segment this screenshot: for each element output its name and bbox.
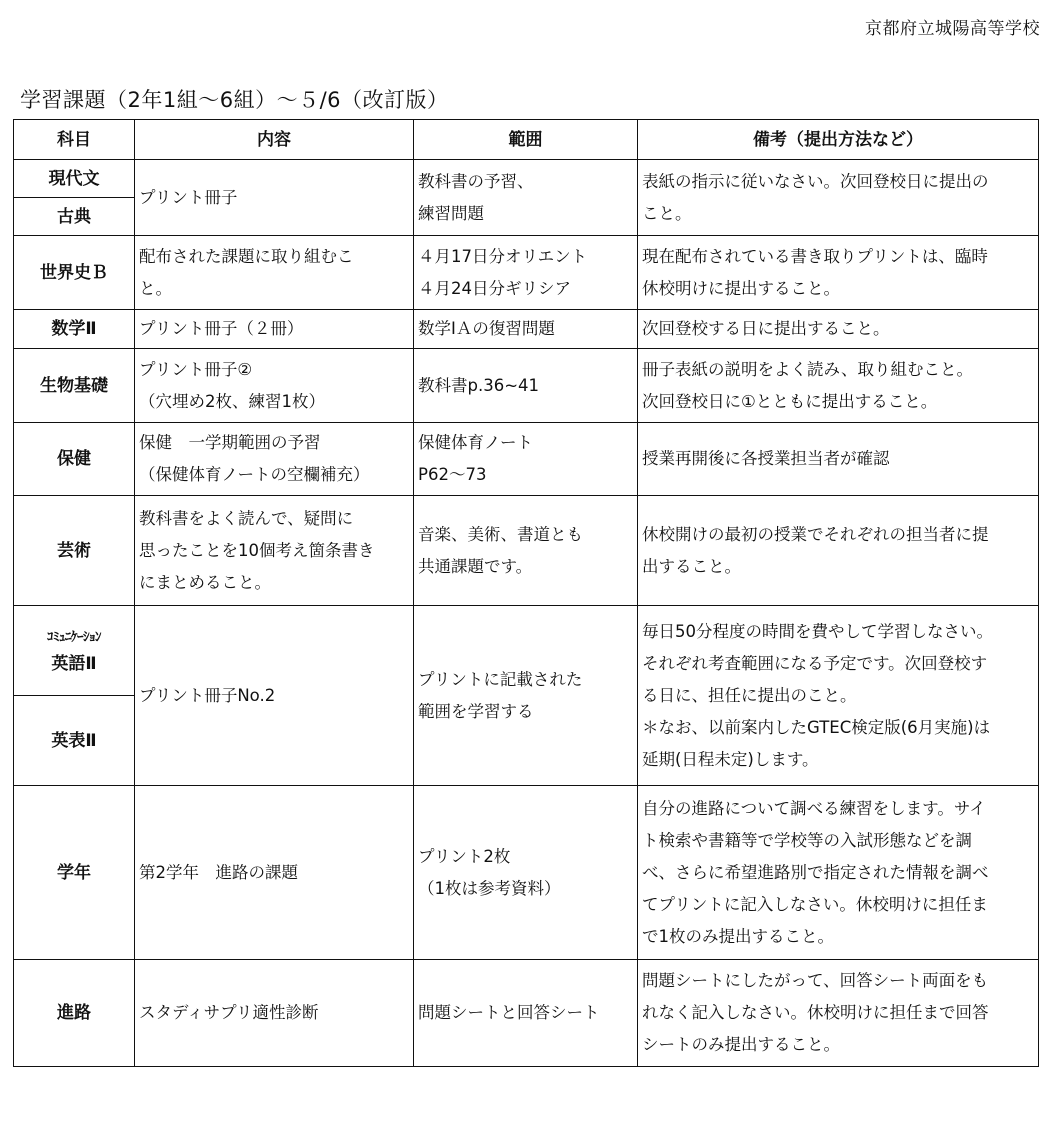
table-row — [14, 236, 1039, 310]
content-line: プリント冊子② — [139, 359, 253, 379]
table-row — [14, 960, 1039, 1067]
range-line: 音楽、美術、書道とも — [418, 524, 583, 544]
subject-cell — [14, 606, 135, 696]
header-content: 内容 — [135, 120, 414, 160]
content-cell — [135, 236, 414, 310]
notes-cell — [638, 606, 1039, 786]
range-line: ４月24日分ギリシア — [418, 278, 571, 298]
school-name: 京都府立城陽高等学校 — [865, 19, 1040, 39]
table-row — [14, 160, 1039, 198]
table-row — [14, 606, 1039, 696]
content-line: 思ったことを10個考え箇条書き — [139, 540, 375, 560]
table-header-row — [14, 120, 1039, 160]
notes-line: 次回登校する日に提出すること。 — [642, 319, 890, 338]
range-line: 数学ⅠＡの復習問題 — [418, 319, 555, 338]
content-cell — [135, 423, 414, 496]
notes-cell — [638, 960, 1039, 1067]
notes-cell — [638, 310, 1039, 349]
subject-cell: 現代文 — [14, 160, 135, 198]
range-line: プリント2枚 — [418, 846, 511, 866]
notes-line: れなく記入しなさい。休校明けに担任まで回答 — [642, 1003, 989, 1022]
range-line: ４月17日分オリエント — [418, 246, 588, 266]
range-line: 練習問題 — [418, 203, 484, 223]
notes-cell — [638, 236, 1039, 310]
range-cell — [414, 423, 638, 496]
range-cell — [414, 160, 638, 236]
notes-line: それぞれ考査範囲になる予定です。次回登校す — [642, 653, 988, 673]
content-line: 保健 一学期範囲の予習 — [139, 433, 321, 452]
notes-line: 問題シートにしたがって、回答シート両面をも — [642, 971, 989, 990]
range-line: 教科書の予習、 — [418, 171, 534, 191]
subject-cell: 数学Ⅱ — [14, 310, 135, 349]
table-row — [14, 349, 1039, 423]
notes-line: ト検索や書籍等で学校等の入試形態などを調 — [642, 830, 972, 850]
notes-line: べ、さらに希望進路別で指定された情報を調べ — [642, 862, 989, 882]
content-cell — [135, 496, 414, 606]
notes-line: てプリントに記入しなさい。休校明けに担任ま — [642, 894, 988, 914]
table-row — [14, 423, 1039, 496]
subject-cell: 芸術 — [14, 496, 135, 606]
notes-line: 現在配布されている書き取りプリントは、臨時 — [642, 246, 988, 266]
range-line: P62〜73 — [418, 465, 487, 484]
content-line: （穴埋め2枚、練習1枚） — [139, 391, 325, 411]
subject-cell: 進路 — [14, 960, 135, 1067]
content-line: 配布された課題に取り組むこ — [139, 246, 354, 266]
notes-line: こと。 — [642, 203, 692, 223]
subject-cell: 古典 — [14, 198, 135, 236]
notes-cell — [638, 160, 1039, 236]
page-title: 学習課題（2年1組〜6組）〜５/6（改訂版） — [20, 88, 449, 112]
subject-cell: 学年 — [14, 786, 135, 960]
notes-line: る日に、担任に提出のこと。 — [642, 685, 857, 705]
table-row — [14, 310, 1039, 349]
range-cell — [414, 786, 638, 960]
notes-line: 休校明けに提出すること。 — [642, 278, 840, 298]
notes-line: 延期(日程未定)します。 — [642, 749, 819, 769]
range-line: 教科書p.36~41 — [418, 375, 540, 395]
content-line: スタディサプリ適性診断 — [139, 1003, 319, 1022]
subject-cell: 保健 — [14, 423, 135, 496]
table-row — [14, 786, 1039, 960]
range-line: （1枚は参考資料） — [418, 878, 561, 898]
notes-cell — [638, 786, 1039, 960]
range-cell — [414, 496, 638, 606]
notes-line: 自分の進路について調べる練習をします。サイ — [642, 798, 986, 818]
content-cell — [135, 786, 414, 960]
notes-line: で1枚のみ提出すること。 — [642, 926, 834, 946]
notes-line: 授業再開後に各授業担当者が確認 — [642, 449, 890, 468]
notes-line: シートのみ提出すること。 — [642, 1035, 840, 1054]
content-line: にまとめること。 — [139, 572, 271, 592]
range-line: 問題シートと回答シート — [418, 1003, 600, 1022]
content-line: プリント冊子No.2 — [139, 685, 276, 705]
range-cell — [414, 960, 638, 1067]
range-line: 範囲を学習する — [418, 701, 534, 721]
content-line: と。 — [139, 278, 172, 298]
range-cell — [414, 236, 638, 310]
table-row — [14, 496, 1039, 606]
range-cell — [414, 310, 638, 349]
notes-cell — [638, 496, 1039, 606]
content-cell — [135, 349, 414, 423]
subject-cell: 英表Ⅱ — [14, 696, 135, 786]
content-cell — [135, 310, 414, 349]
range-line: 保健体育ノート — [418, 433, 534, 452]
notes-line: 表紙の指示に従いなさい。次回登校日に提出の — [642, 171, 989, 191]
content-line: 教科書をよく読んで、疑問に — [139, 508, 354, 528]
notes-line: 毎日50分程度の時間を費やして学習しなさい。 — [642, 621, 993, 641]
header-range: 範囲 — [414, 120, 638, 160]
subject-cell: 世界史Ｂ — [14, 236, 135, 310]
content-line: プリント冊子 — [139, 187, 238, 207]
range-line: プリントに記載された — [418, 669, 583, 689]
notes-cell — [638, 423, 1039, 496]
content-line: プリント冊子（２冊） — [139, 319, 304, 338]
range-cell — [414, 606, 638, 786]
notes-line: 出すること。 — [642, 556, 741, 576]
content-line: （保健体育ノートの空欄補充） — [139, 465, 370, 484]
header-subject: 科目 — [14, 120, 135, 160]
notes-line: 冊子表紙の説明をよく読み、取り組むこと。 — [642, 359, 973, 379]
content-cell — [135, 606, 414, 786]
header-notes: 備考（提出方法など） — [638, 120, 1039, 160]
content-cell — [135, 160, 414, 236]
range-cell — [414, 349, 638, 423]
subject-label-bottom: 英語Ⅱ — [51, 653, 97, 674]
range-line: 共通課題です。 — [418, 556, 533, 576]
notes-line: ＊なお、以前案内したGTEC検定版(6月実施)は — [642, 717, 991, 737]
content-cell — [135, 960, 414, 1067]
notes-cell — [638, 349, 1039, 423]
assignment-table — [13, 119, 1039, 1067]
subject-cell: 生物基礎 — [14, 349, 135, 423]
notes-line: 休校開けの最初の授業でそれぞれの担当者に提 — [642, 524, 989, 544]
notes-line: 次回登校日に①とともに提出すること。 — [642, 391, 938, 411]
subject-label-top: ｺﾐｭﾆｹｰｼｮﾝ — [47, 629, 101, 645]
content-line: 第2学年 進路の課題 — [139, 862, 298, 882]
